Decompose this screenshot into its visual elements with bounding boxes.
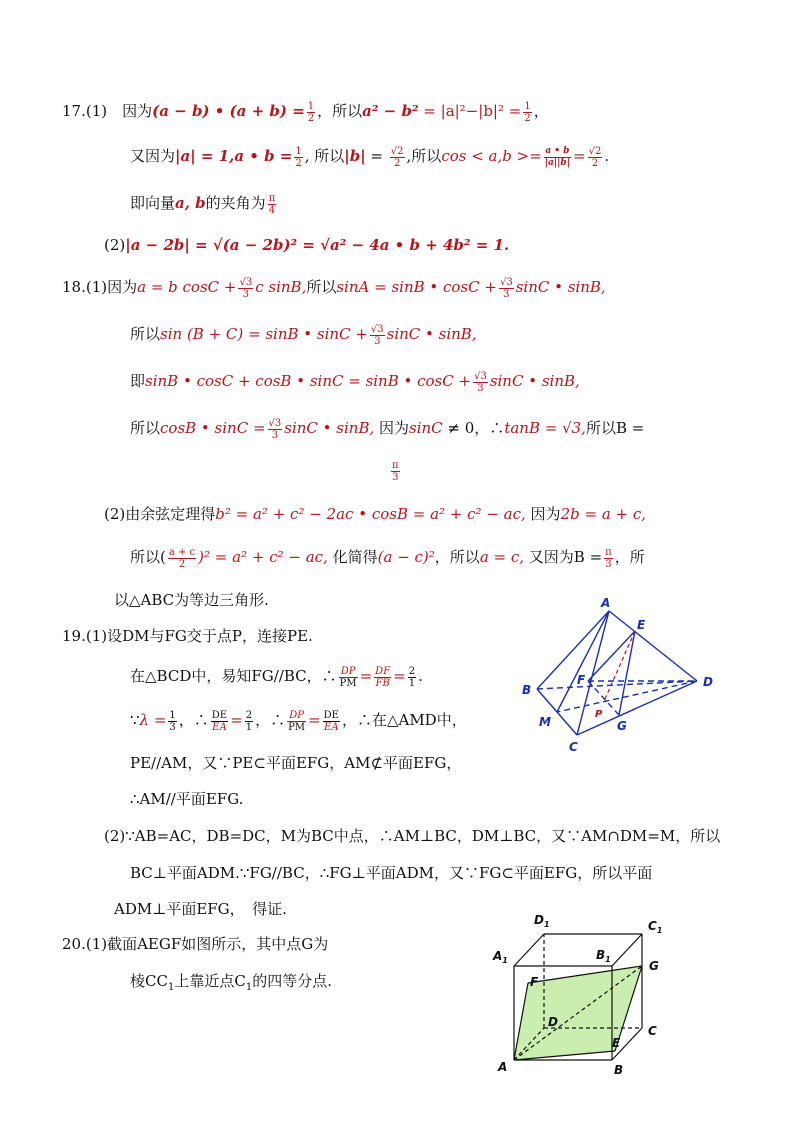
fraction: $\frac{√3}{3}$	[370, 323, 384, 347]
p19-line4: PE//AM，又∵PE⊂平面EFG，AM⊄平面EFG，	[130, 754, 462, 772]
label-D: D	[548, 1015, 558, 1029]
label-M: M	[539, 715, 551, 729]
label-B: B	[614, 1063, 624, 1077]
label-E: E	[612, 1036, 621, 1050]
edge-EG	[619, 631, 635, 715]
p18-line1: 18.(1)因为a = b cosC + $\frac{√3}{3}$ c sinB,所以sinA = sinB • cosC + $\frac{√3}{3}$ sinC • sinB,	[62, 276, 606, 300]
p19-line8: ADM⊥平面EFG， 得证.	[114, 900, 287, 918]
fraction: $\frac{√2}{2}$	[390, 145, 404, 169]
label-G: G	[617, 719, 627, 733]
label-B1: $B_1$	[596, 948, 611, 964]
fraction: $\frac{√2}{2}$	[588, 145, 602, 169]
edge-AM	[557, 611, 609, 712]
p20-line1: 20.(1)截面AEGF如图所示，其中点G为	[62, 935, 329, 953]
fraction: $\frac{1}{2}$	[307, 100, 315, 124]
edge-BD	[537, 681, 697, 689]
fraction: $\frac{a + c}{2}$	[168, 546, 196, 570]
label-F: F	[577, 673, 586, 687]
edge-AD	[609, 611, 697, 681]
fraction: $\frac{1}{3}$	[169, 709, 176, 733]
fraction: $\frac{√3}{3}$	[474, 370, 487, 394]
label-A: A	[498, 1060, 508, 1074]
label-C1: $C_1$	[648, 919, 663, 935]
cube-figure	[490, 908, 670, 1078]
label-G: G	[649, 959, 659, 973]
edge-AB	[537, 611, 609, 689]
label-C: C	[648, 1024, 657, 1038]
fraction: $\frac{DE}{EA}$	[323, 709, 339, 733]
fraction: $\frac{\pi}{3}$	[392, 459, 399, 483]
p19-line7: BC⊥平面ADM.∵FG//BC，∴FG⊥平面ADM，又∵FG⊂平面EFG，所以平面	[130, 864, 653, 882]
edge-C1B1	[612, 934, 642, 966]
p20-line2: 棱$CC_1$上靠近点$C_1$的四等分点.	[130, 972, 332, 993]
p19-line1: 19.(1)设DM与FG交于点P，连接PE.	[62, 627, 313, 645]
p17-line1: 17.(1) 因为(a − b) • (a + b) = $\frac{1}{2}$ ，所以a² − b² = |a|²−|b|² = $\frac{1}{2}$ ，	[62, 100, 549, 124]
fraction: $\frac{a • b}{|a||b|}$	[544, 145, 570, 168]
fraction: $\frac{√3}{3}$	[239, 276, 253, 300]
p18-line2: 所以sin (B + C) = sinB • sinC + $\frac{√3}{3}$ sinC • sinB,	[130, 323, 477, 347]
label-P: P	[595, 709, 603, 720]
fraction: $\frac{1}{2}$	[295, 145, 302, 169]
fraction: $\frac{DF}{FB}$	[375, 665, 391, 689]
p17-line4: (2)|a − 2b| = √(a − 2b)² = √a² − 4a • b + 4b² = 1.	[104, 236, 510, 254]
p19-line2: 在△BCD中，易知FG//BC，∴ $\frac{DP}{PM}$ = $\frac{DF}{FB}$ = $\frac{2}{1}$ .	[130, 665, 423, 689]
edge-PE	[605, 631, 635, 699]
label-B: B	[522, 683, 532, 697]
label-A: A	[601, 596, 611, 610]
fraction: $\frac{DE}{EA}$	[211, 709, 228, 733]
p19-line6: (2)∵AB=AC，DB=DC，M为BC中点，∴AM⊥BC，DM⊥BC，又∵AM∩DM=M，所以	[104, 827, 721, 845]
fraction: $\frac{DP}{PM}$	[339, 665, 357, 689]
fraction: $\frac{\pi}{4}$	[268, 192, 276, 216]
fraction: $\frac{2}{1}$	[245, 709, 253, 733]
dashed-edges	[537, 681, 697, 715]
fraction: $\frac{1}{2}$	[524, 100, 531, 124]
label-D: D	[703, 675, 713, 689]
p18-line4: 所以cosB • sinC = $\frac{√3}{3}$ sinC • sinB, 因为sinC ≠ 0，∴tanB = √3,所以B =	[130, 417, 645, 441]
label-C: C	[569, 740, 578, 754]
label-E: E	[637, 618, 646, 632]
p19-line3: ∵λ = $\frac{1}{3}$ ，∴ $\frac{DE}{EA}$ = $\frac{2}{1}$ ，∴ $\frac{DP}{PM}$ = $\frac{DE}{EA}$ ，∴在△AMD中，	[130, 709, 467, 733]
p18-line5	[389, 459, 402, 483]
p18-line8: 以△ABC为等边三角形.	[114, 591, 269, 609]
p18-line3: 即sinB • cosC + cosB • sinC = sinB • cosC + $\frac{√3}{3}$ sinC • sinB,	[130, 370, 580, 394]
edge-A1D1	[514, 934, 544, 966]
fraction: $\frac{√3}{3}$	[268, 417, 282, 441]
p17-line3: 即向量a, b的夹角为 $\frac{\pi}{4}$	[130, 192, 276, 216]
fraction: $\frac{√3}{3}$	[499, 276, 513, 300]
fraction: $\frac{2}{1}$	[408, 665, 416, 689]
label-A1: $A_1$	[493, 949, 508, 965]
label-D1: $D_1$	[534, 913, 550, 929]
label-F: F	[530, 975, 539, 989]
p18-line6: (2)由余弦定理得b² = a² + c² − 2ac • cosB = a² + c² − ac, 因为2b = a + c,	[104, 505, 647, 523]
p18-line7: 所以( $\frac{a + c}{2}$ )² = a² + c² − ac, 化简得(a − c)²，所以a = c, 又因为B = $\frac{\pi}{3}$ ，所	[130, 546, 645, 570]
p17-line2: 又因为|a| = 1,a • b = $\frac{1}{2}$ , 所以|b| = $\frac{√2}{2}$ ,所以cos < a,b >= $\frac{a • b}{|a||b|}$ = $\frac{√2}{2}$ .	[130, 145, 610, 169]
fraction: $\frac{DP}{PM}$	[288, 709, 306, 733]
fraction: $\frac{\pi}{3}$	[605, 546, 612, 570]
tetrahedron-figure	[515, 595, 725, 755]
p19-line5: ∴AM//平面EFG.	[130, 790, 244, 808]
